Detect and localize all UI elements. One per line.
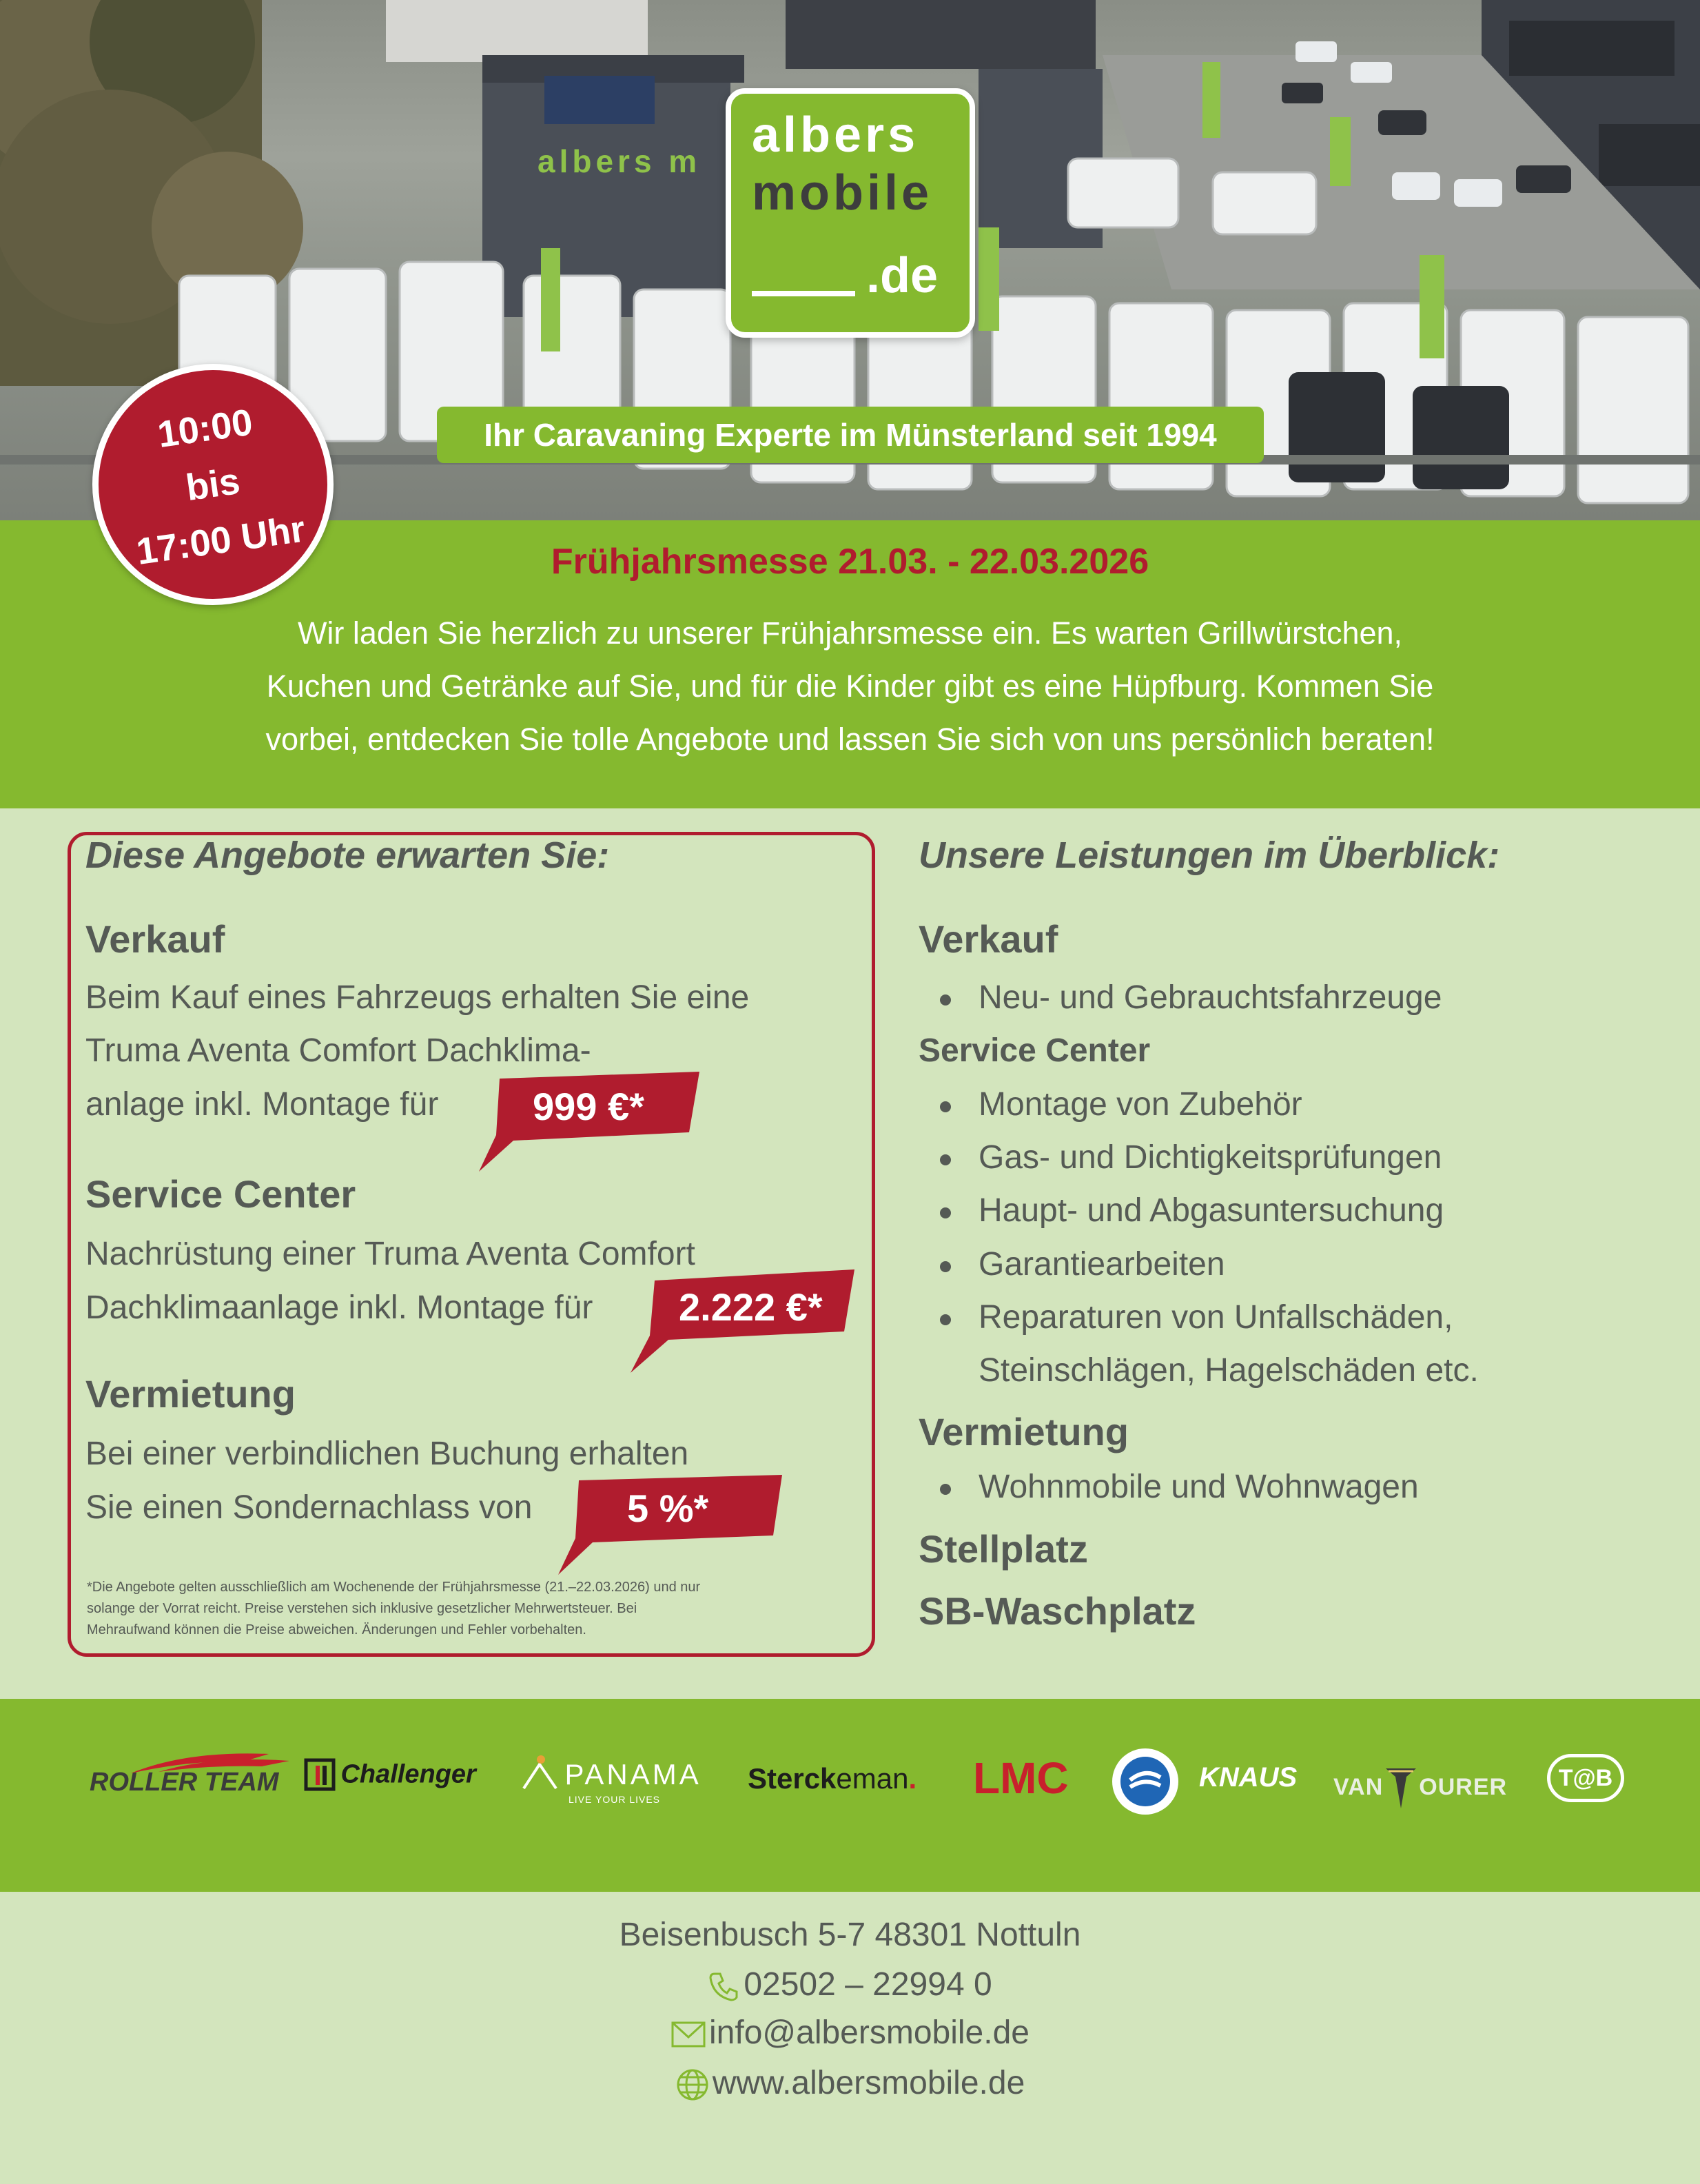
services-center-item-continued: Steinschlägen, Hagelschäden etc.	[979, 1352, 1479, 1389]
logo-mobile-text: mobile	[752, 165, 933, 221]
invitation-line: vorbei, entdecken Sie tolle Angebote und lassen Sie sich von uns persönlich beraten!	[265, 722, 1435, 757]
brand-logos-band	[0, 1699, 1700, 1892]
globe-icon	[675, 2068, 710, 2102]
price-badge-rental	[558, 1475, 786, 1575]
brand-panama: PANAMA LIVE YOUR LIVES	[520, 1754, 701, 1795]
contact-web	[0, 2064, 1700, 2102]
contact-address: Beisenbusch 5-7 48301 Nottuln	[619, 1917, 1081, 1953]
offer-rental-line: Bei einer verbindlichen Buchung erhalten	[85, 1436, 689, 1472]
logo-de-text: .de	[866, 248, 939, 303]
website-link[interactable]: www.albersmobile.de	[712, 2065, 1025, 2101]
brand-challenger: Challenger	[303, 1757, 476, 1792]
phone-icon	[708, 1970, 741, 2003]
phone-number[interactable]: 02502 – 22994 0	[744, 1966, 992, 2003]
panama-mountain-icon	[520, 1754, 562, 1795]
services-sales-item: Neu- und Gebrauchtsfahrzeuge	[979, 979, 1442, 1016]
invitation-line: Wir laden Sie herzlich zu unserer Frühjahrsmesse ein. Es warten Grillwürstchen,	[297, 615, 1403, 651]
services-center-item: Gas- und Dichtigkeitsprüfungen	[979, 1139, 1442, 1176]
bullet-dot	[940, 1314, 951, 1325]
event-title: Frühjahrsmesse 21.03. - 22.03.2026	[551, 542, 1149, 582]
services-sales-title: Verkauf	[919, 917, 1058, 961]
disclaimer-line: solange der Vorrat reicht. Preise verstehen sich inklusive gesetzlicher Mehrwertsteuer. Bei	[87, 1601, 637, 1616]
brand-roller-team: ROLLER TEAM	[90, 1768, 278, 1797]
offer-sales-title: Verkauf	[85, 917, 225, 961]
bullet-dot	[940, 1154, 951, 1165]
challenger-mark-icon	[303, 1757, 338, 1792]
services-rental-item: Wohnmobile und Wohnwagen	[979, 1469, 1419, 1505]
services-center-title: Service Center	[919, 1032, 1151, 1069]
invitation-text	[138, 606, 1562, 766]
bullet-dot	[940, 1261, 951, 1272]
disclaimer-line: *Die Angebote gelten ausschließlich am Wochenende der Frühjahrsmesse (21.–22.03.2026) und nur	[87, 1580, 701, 1595]
offer-sales-line: Beim Kauf eines Fahrzeugs erhalten Sie eine	[85, 979, 750, 1016]
price-badge-service	[631, 1269, 858, 1373]
logo-albers-text: albers	[752, 108, 919, 163]
services-heading: Unsere Leistungen im Überblick:	[919, 835, 1500, 876]
hours-mid: bis	[183, 460, 243, 509]
vantourer-t-icon	[1384, 1764, 1417, 1813]
services-center-item: Haupt- und Abgasuntersuchung	[979, 1192, 1444, 1229]
email-link[interactable]: info@albersmobile.de	[709, 2014, 1030, 2051]
offer-service-line: Dachklimaanlage inkl. Montage für	[85, 1289, 593, 1326]
hours-from: 10:00	[155, 401, 256, 456]
panama-slogan: LIVE YOUR LIVES	[569, 1794, 661, 1805]
bullet-dot	[940, 1207, 951, 1218]
mail-icon	[670, 2019, 706, 2050]
brand-vantourer: VAN OURER	[1333, 1764, 1507, 1813]
offer-rental-title: Vermietung	[85, 1372, 296, 1416]
contact-phone	[0, 1966, 1700, 2003]
roller-team-swoosh-icon	[131, 1747, 310, 1775]
brand-tab: T@B	[1547, 1754, 1624, 1802]
brand-hymer	[1111, 1747, 1180, 1819]
price-sales: 999 €*	[533, 1085, 644, 1128]
brand-lmc: LMC	[973, 1753, 1069, 1803]
logo-underline	[752, 291, 855, 296]
services-center-item: Garantiearbeiten	[979, 1246, 1225, 1283]
offer-service-line: Nachrüstung einer Truma Aventa Comfort	[85, 1236, 695, 1272]
contact-email	[0, 2014, 1700, 2052]
services-center-item: Montage von Zubehör	[979, 1086, 1302, 1123]
bullet-dot	[940, 1101, 951, 1112]
invitation-line: Kuchen und Getränke auf Sie, und für die Kinder gibt es eine Hüpfburg. Kommen Sie	[266, 669, 1434, 704]
albers-mobile-logo	[726, 88, 975, 338]
building-sign: albers m	[537, 143, 701, 179]
offer-service-title: Service Center	[85, 1172, 356, 1216]
tagline-banner: Ihr Caravaning Experte im Münsterland seit 1994	[437, 407, 1264, 463]
services-rental-title: Vermietung	[919, 1410, 1129, 1453]
price-service: 2.222 €*	[679, 1285, 823, 1329]
services-stellplatz: Stellplatz	[919, 1527, 1088, 1571]
offer-sales-line: anlage inkl. Montage für	[85, 1086, 439, 1123]
price-rental: 5 %*	[627, 1487, 709, 1530]
hours-to: 17:00 Uhr	[134, 508, 308, 573]
brand-sterckeman: Sterckeman.	[748, 1762, 917, 1795]
services-waschplatz: SB-Waschplatz	[919, 1589, 1196, 1633]
disclaimer-line: Mehraufwand können die Preise abweichen. Änderungen und Fehler vorbehalten.	[87, 1622, 586, 1637]
bullet-dot	[940, 1484, 951, 1495]
offer-sales-line: Truma Aventa Comfort Dachklima-	[85, 1032, 591, 1069]
offers-disclaimer	[87, 1577, 845, 1641]
hymer-logo-icon	[1111, 1747, 1180, 1816]
brand-knaus: KNAUS	[1199, 1762, 1298, 1793]
services-center-item: Reparaturen von Unfallschäden,	[979, 1299, 1453, 1336]
price-badge-sales	[479, 1072, 703, 1172]
offer-rental-line: Sie einen Sondernachlass von	[85, 1489, 533, 1526]
bullet-dot	[940, 994, 951, 1006]
offers-heading: Diese Angebote erwarten Sie:	[85, 835, 610, 876]
